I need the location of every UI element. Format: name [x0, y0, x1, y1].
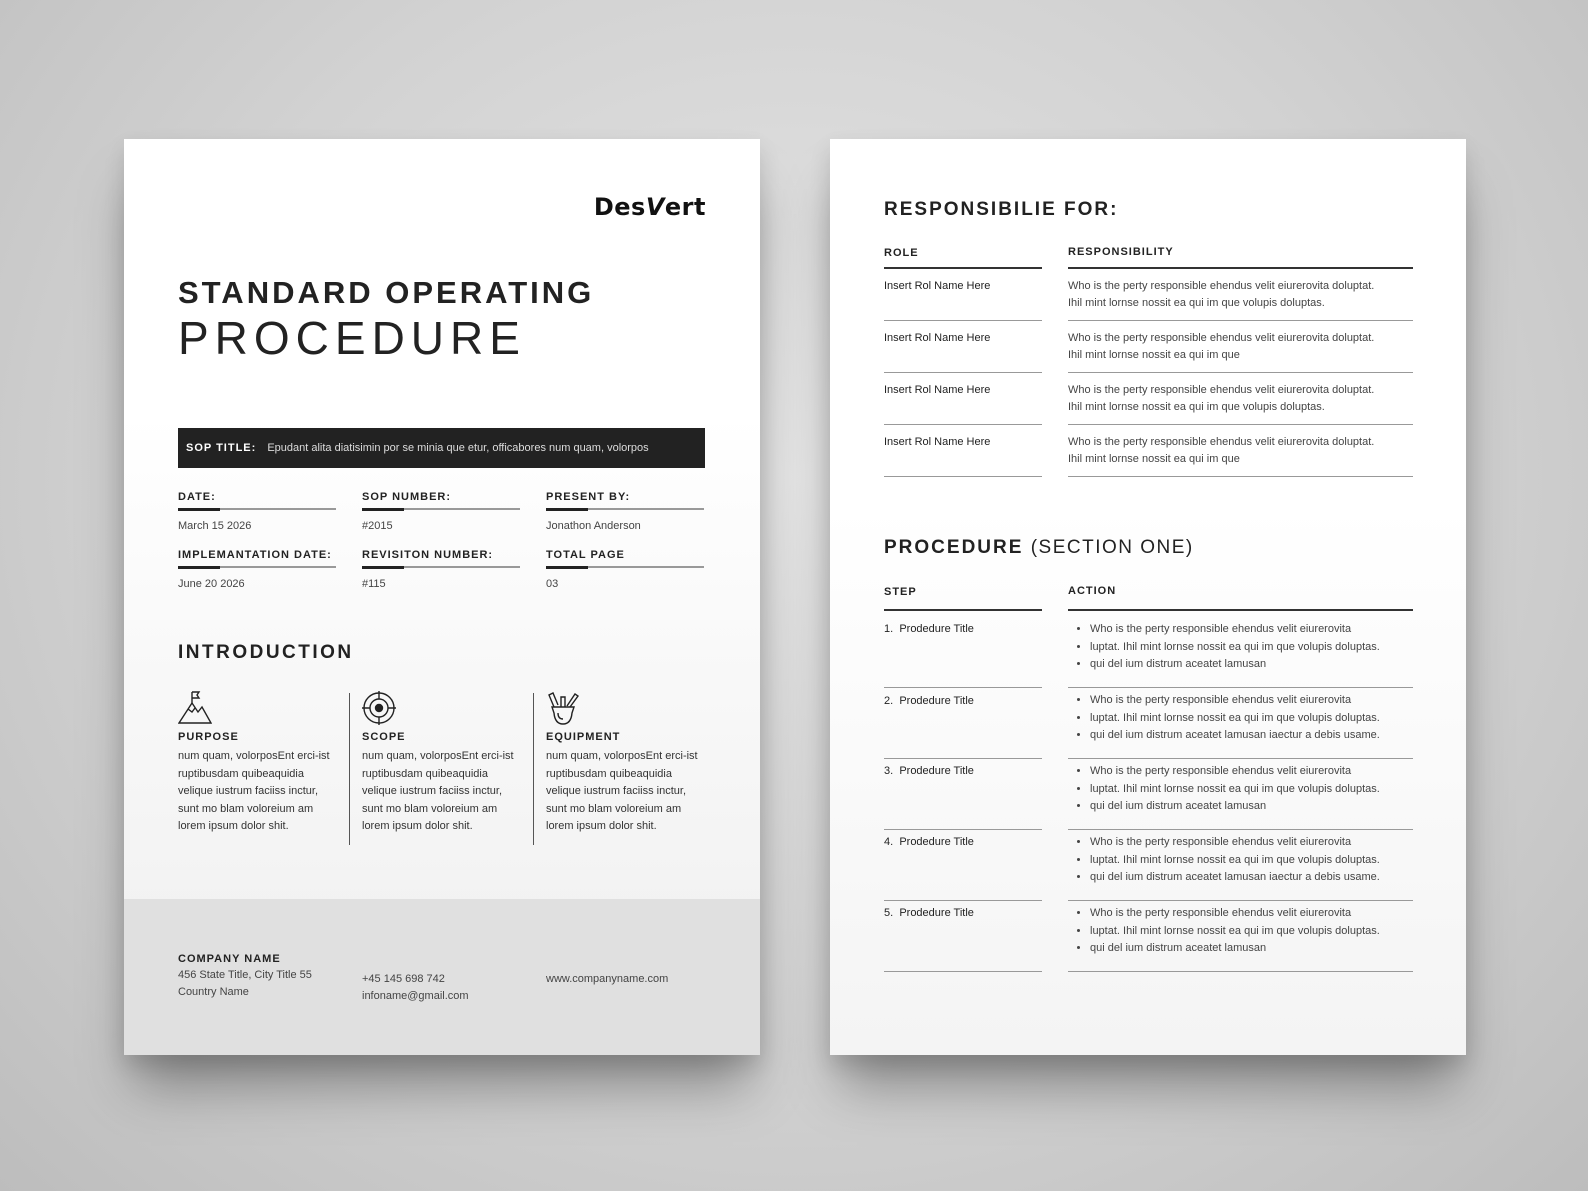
- meta-sop-number: [362, 491, 520, 532]
- row-rule: [884, 372, 1042, 373]
- intro-col-equipment: [546, 691, 706, 836]
- phone-number: +45 145 698 742: [362, 973, 445, 985]
- list-item: • Who is the perty responsible ehendus velit eiurerovita: [1090, 621, 1380, 639]
- step-title: [884, 695, 974, 707]
- doc-title-line1: STANDARD OPERATING: [178, 275, 595, 310]
- list-item: • qui del ium distrum aceatet lamusan iaectur a debis usame.: [1090, 727, 1380, 745]
- table-row: [884, 280, 1413, 332]
- meta-underline: [362, 566, 520, 568]
- meta-revision-number: [362, 549, 520, 590]
- responsibility-heading: RESPONSIBILIE FOR:: [884, 199, 1119, 220]
- list-item: • luptat. Ihil mint lornse nossit ea qui im que volupis doluptas.: [1090, 852, 1380, 870]
- intro-col-text: num quam, volorposEnt erci-ist ruptibusdam quibeaquidia velique iustrum faciiss inctur, sunt mo blam voloreium am lorem ipsum dolor shit.: [362, 750, 514, 832]
- col-action: ACTION: [1068, 585, 1117, 597]
- intro-col-text: num quam, volorposEnt erci-ist ruptibusdam quibeaquidia velique iustrum faciiss inctur, sunt mo blam voloreium am lorem ipsum dolor shit.: [178, 750, 330, 832]
- list-item: • qui del ium distrum aceatet lamusan: [1090, 656, 1380, 674]
- list-item: • Who is the perty responsible ehendus velit eiurerovita: [1090, 692, 1380, 710]
- text-line: Who is the perty responsible ehendus velit eiurerovita doluptat.: [1068, 332, 1375, 344]
- text-line: Who is the perty responsible ehendus velit eiurerovita doluptat.: [1068, 280, 1375, 292]
- text-line: Who is the perty responsible ehendus velit eiurerovita doluptat.: [1068, 384, 1375, 396]
- intro-col-heading: EQUIPMENT: [546, 731, 621, 743]
- meta-date: [178, 491, 336, 532]
- table-row: [884, 436, 1413, 488]
- row-rule: [1068, 476, 1413, 477]
- doc-title-line2: PROCEDURE: [178, 312, 526, 364]
- list-item: • qui del ium distrum aceatet lamusan iaectur a debis usame.: [1090, 869, 1380, 887]
- role-name: Insert Rol Name Here: [884, 280, 991, 292]
- table-row: [884, 384, 1413, 436]
- procedure-row: [884, 617, 1413, 688]
- meta-value: 03: [546, 578, 559, 590]
- meta-underline: [178, 508, 336, 510]
- meta-label: PRESENT BY:: [546, 491, 631, 503]
- meta-label: REVISITON NUMBER:: [362, 549, 494, 561]
- intro-col-text: num quam, volorposEnt erci-ist ruptibusdam quibeaquidia velique iustrum faciiss inctur, sunt mo blam voloreium am lorem ipsum dolor shit.: [546, 750, 698, 832]
- step-number: 5.: [884, 907, 894, 919]
- meta-value: Jonathon Anderson: [546, 520, 641, 532]
- step-number: 1.: [884, 623, 894, 635]
- list-item: • luptat. Ihil mint lornse nossit ea qui im que volupis doluptas.: [1090, 781, 1380, 799]
- procedure-row: [884, 830, 1413, 901]
- action-list: [1068, 692, 1380, 745]
- step-title-text: Prodedure Title: [899, 907, 974, 919]
- responsibility-text: [1068, 330, 1374, 364]
- meta-underline: [546, 566, 704, 568]
- website: www.companyname.com: [546, 973, 669, 985]
- meta-underline: [178, 566, 336, 568]
- meta-label: DATE:: [178, 491, 216, 503]
- cover-footer: [124, 899, 760, 1055]
- row-rule: [1068, 971, 1413, 972]
- procedure-heading: [884, 537, 1194, 559]
- responsibility-text: [1068, 434, 1374, 468]
- sop-title-label: SOP TITLE:: [186, 442, 257, 454]
- divider: [533, 693, 534, 845]
- intro-col-scope: [362, 691, 522, 836]
- header-rule: [884, 267, 1042, 269]
- col-role: ROLE: [884, 247, 919, 259]
- procedure-row: [884, 759, 1413, 830]
- responsibility-text: [1068, 278, 1374, 312]
- header-rule: [884, 609, 1042, 611]
- text-line: Ihil mint lornse nossit ea qui im que volupis doluptas.: [1068, 401, 1325, 413]
- col-step: STEP: [884, 586, 917, 598]
- email-address: infoname@gmail.com: [362, 990, 469, 1002]
- list-item: • Who is the perty responsible ehendus velit eiurerovita: [1090, 905, 1380, 923]
- step-title-text: Prodedure Title: [899, 695, 974, 707]
- meta-value: March 15 2026: [178, 520, 252, 532]
- row-rule: [884, 971, 1042, 972]
- list-item: • Who is the perty responsible ehendus velit eiurerovita: [1090, 834, 1380, 852]
- meta-underline: [362, 508, 520, 510]
- step-title-text: Prodedure Title: [899, 836, 974, 848]
- col-responsibility: RESPONSIBILITY: [1068, 246, 1174, 258]
- step-title: [884, 623, 974, 635]
- intro-col-heading: SCOPE: [362, 731, 406, 743]
- step-title: [884, 836, 974, 848]
- procedure-heading-light: (SECTION ONE): [1030, 537, 1194, 558]
- meta-implementation-date: [178, 549, 336, 590]
- cover-page: [124, 139, 760, 1055]
- step-number: 2.: [884, 695, 894, 707]
- row-rule: [884, 424, 1042, 425]
- sop-title-bar: [178, 428, 705, 468]
- address-line: Country Name: [178, 986, 249, 998]
- step-number: 3.: [884, 765, 894, 777]
- sop-title-value: Epudant alita diatisimin por se minia que etur, officabores num quam, volorpos: [267, 442, 649, 454]
- action-list: [1068, 905, 1380, 958]
- step-title-text: Prodedure Title: [899, 623, 974, 635]
- step-title: [884, 765, 974, 777]
- divider: [349, 693, 350, 845]
- mountain-flag-icon: [178, 691, 338, 725]
- meta-underline: [546, 508, 704, 510]
- meta-label: IMPLEMANTATION DATE:: [178, 549, 332, 561]
- address-line: 456 State Title, City Title 55: [178, 969, 312, 981]
- row-rule: [884, 320, 1042, 321]
- list-item: • qui del ium distrum aceatet lamusan: [1090, 798, 1380, 816]
- table-row: [884, 332, 1413, 384]
- text-line: Ihil mint lornse nossit ea qui im que: [1068, 453, 1240, 465]
- role-name: Insert Rol Name Here: [884, 332, 991, 344]
- action-list: [1068, 621, 1380, 674]
- meta-total-page: [546, 549, 704, 590]
- row-rule: [1068, 320, 1413, 321]
- role-name: Insert Rol Name Here: [884, 384, 991, 396]
- detail-page: [830, 139, 1466, 1055]
- footer-contact: [362, 971, 469, 1005]
- meta-value: #2015: [362, 520, 393, 532]
- tools-cup-icon: [546, 691, 706, 725]
- introduction-heading: INTRODUCTION: [178, 642, 354, 663]
- header-rule: [1068, 609, 1413, 611]
- list-item: • luptat. Ihil mint lornse nossit ea qui im que volupis doluptas.: [1090, 710, 1380, 728]
- brand-logo: DesVert: [593, 193, 706, 221]
- list-item: • luptat. Ihil mint lornse nossit ea qui im que volupis doluptas.: [1090, 923, 1380, 941]
- procedure-row: [884, 901, 1413, 972]
- row-rule: [1068, 372, 1413, 373]
- meta-present-by: [546, 491, 704, 532]
- responsibility-text: [1068, 382, 1374, 416]
- row-rule: [884, 476, 1042, 477]
- procedure-row: [884, 688, 1413, 759]
- action-list: [1068, 763, 1380, 816]
- action-list: [1068, 834, 1380, 887]
- text-line: Ihil mint lornse nossit ea qui im que volupis doluptas.: [1068, 297, 1325, 309]
- list-item: • qui del ium distrum aceatet lamusan: [1090, 940, 1380, 958]
- list-item: • luptat. Ihil mint lornse nossit ea qui im que volupis doluptas.: [1090, 639, 1380, 657]
- step-title-text: Prodedure Title: [899, 765, 974, 777]
- meta-value: June 20 2026: [178, 578, 245, 590]
- procedure-heading-bold: PROCEDURE: [884, 537, 1024, 558]
- footer-company: [178, 953, 312, 1001]
- step-title: [884, 907, 974, 919]
- list-item: • Who is the perty responsible ehendus velit eiurerovita: [1090, 763, 1380, 781]
- role-name: Insert Rol Name Here: [884, 436, 991, 448]
- footer-web: [546, 971, 668, 988]
- text-line: Who is the perty responsible ehendus velit eiurerovita doluptat.: [1068, 436, 1375, 448]
- text-line: Ihil mint lornse nossit ea qui im que: [1068, 349, 1240, 361]
- meta-label: SOP NUMBER:: [362, 491, 452, 503]
- target-icon: [362, 691, 522, 725]
- step-number: 4.: [884, 836, 894, 848]
- intro-col-purpose: [178, 691, 338, 836]
- company-name: COMPANY NAME: [178, 953, 281, 965]
- header-rule: [1068, 267, 1413, 269]
- meta-label: TOTAL PAGE: [546, 549, 625, 561]
- intro-col-heading: PURPOSE: [178, 731, 239, 743]
- meta-value: #115: [362, 578, 386, 590]
- row-rule: [1068, 424, 1413, 425]
